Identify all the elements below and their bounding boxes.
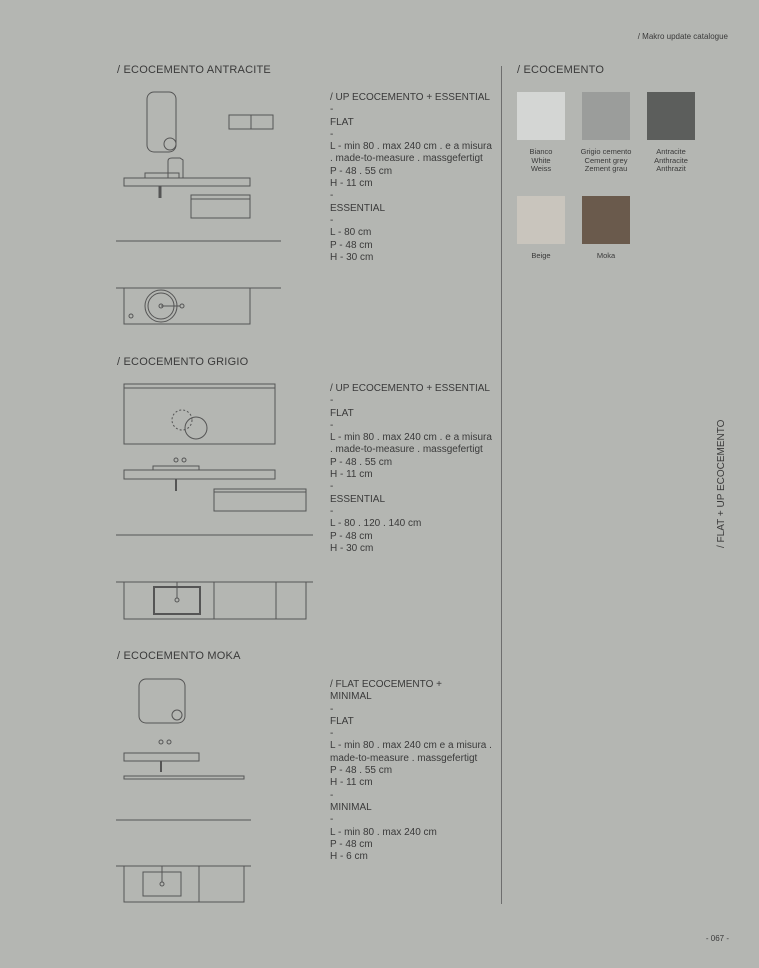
section-title-grigio: / ECOCEMENTO GRIGIO [117, 356, 249, 368]
spec-moka: / FLAT ECOCEMENTO + MINIMAL - FLAT - L - min 80 . max 240 cm e a misura . made-to-measure . massgefertigt P - 48 . 55 cm H - 11 cm - MINIMAL - L - min 80 . max 240 cm P - 48 cm H - 6 cm [330, 679, 492, 863]
swatch-label-moka: Moka [596, 251, 616, 260]
column-divider [501, 66, 502, 904]
swatch-label-beige: Beige [531, 251, 551, 260]
swatch-label-grigio-cemento: Grigio cemento Cement grey Zement grau [580, 147, 632, 174]
swatch-grigio-cemento [582, 92, 630, 140]
swatch-moka [582, 196, 630, 244]
swatch-antracite [647, 92, 695, 140]
swatch-label-antracite: Antracite Anthracite Anthrazit [654, 147, 688, 174]
side-title: / FLAT + UP ECOCEMENTO [716, 419, 727, 548]
finishes-title: / ECOCEMENTO [517, 64, 605, 76]
section-title-moka: / ECOCEMENTO MOKA [117, 650, 241, 662]
spec-grigio: / UP ECOCEMENTO + ESSENTIAL - FLAT - L - min 80 . max 240 cm . e a misura . made-to-measure . massgefertigt P - 48 . 55 cm H - 11 cm - ESSENTIAL - L - 80 . 120 . 140 cm P - 48 cm H - 30 cm [330, 383, 492, 554]
section-title-antracite: / ECOCEMENTO ANTRACITE [117, 64, 271, 76]
swatch-label-bianco: Bianco White Weiss [529, 147, 553, 174]
swatch-bianco [517, 92, 565, 140]
spec-antracite: / UP ECOCEMENTO + ESSENTIAL - FLAT - L - min 80 . max 240 cm . e a misura . made-to-measure . massgefertigt P - 48 . 55 cm H - 11 cm - ESSENTIAL - L - 80 cm P - 48 cm H - 30 cm [330, 92, 492, 263]
page-number: - 067 - [705, 934, 729, 943]
catalogue-header: / Makro update catalogue [637, 32, 728, 41]
swatch-beige [517, 196, 565, 244]
